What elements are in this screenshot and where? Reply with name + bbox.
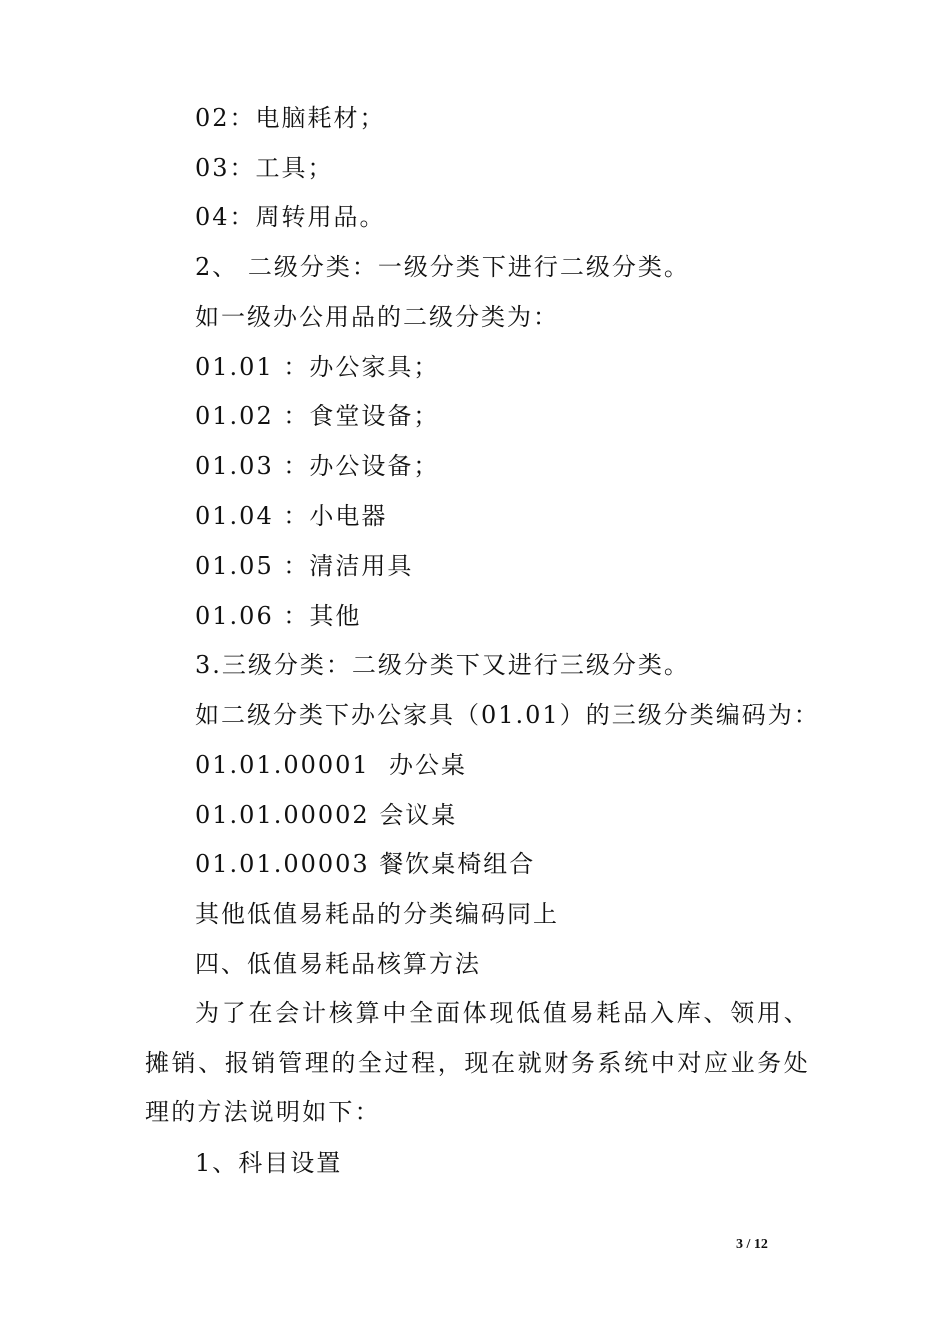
text-line: 如二级分类下办公家具（01.01）的三级分类编码为： [195,701,820,729]
body-paragraph: 为了在会计核算中全面体现低值易耗品入库、领用、摊销、报销管理的全过程，现在就财务系统中对应业务处理的方法说明如下： [145,999,810,1126]
text-line: 2、 二级分类：一级分类下进行二级分类。 [195,253,690,281]
text-line: 01.01.00002 会议桌 [195,801,458,829]
page-number: 3 / 12 [736,1237,768,1252]
text-line: 03：工具； [195,154,334,182]
text-line: 04：周转用品。 [195,203,386,231]
text-line: 如一级办公用品的二级分类为： [195,303,559,331]
text-line: 其他低值易耗品的分类编码同上 [195,900,559,928]
text-line: 01.01.00003 餐饮桌椅组合 [195,850,536,878]
text-line: 02：电脑耗材； [195,104,386,132]
text-line: 01.01 ：办公家具； [195,353,440,381]
text-line: 01.02 ：食堂设备； [195,402,440,430]
text-line: 01.05 ：清洁用具 [195,552,414,580]
text-line: 01.04 ：小电器 [195,502,388,530]
section-heading: 四、低值易耗品核算方法 [195,950,481,978]
text-line: 01.01.00001 办公桌 [195,751,467,779]
subsection-heading: 1、科目设置 [195,1149,343,1177]
text-line: 01.03 ：办公设备； [195,452,440,480]
text-line: 01.06 ：其他 [195,602,362,630]
text-line: 3.三级分类：二级分类下又进行三级分类。 [195,651,690,679]
